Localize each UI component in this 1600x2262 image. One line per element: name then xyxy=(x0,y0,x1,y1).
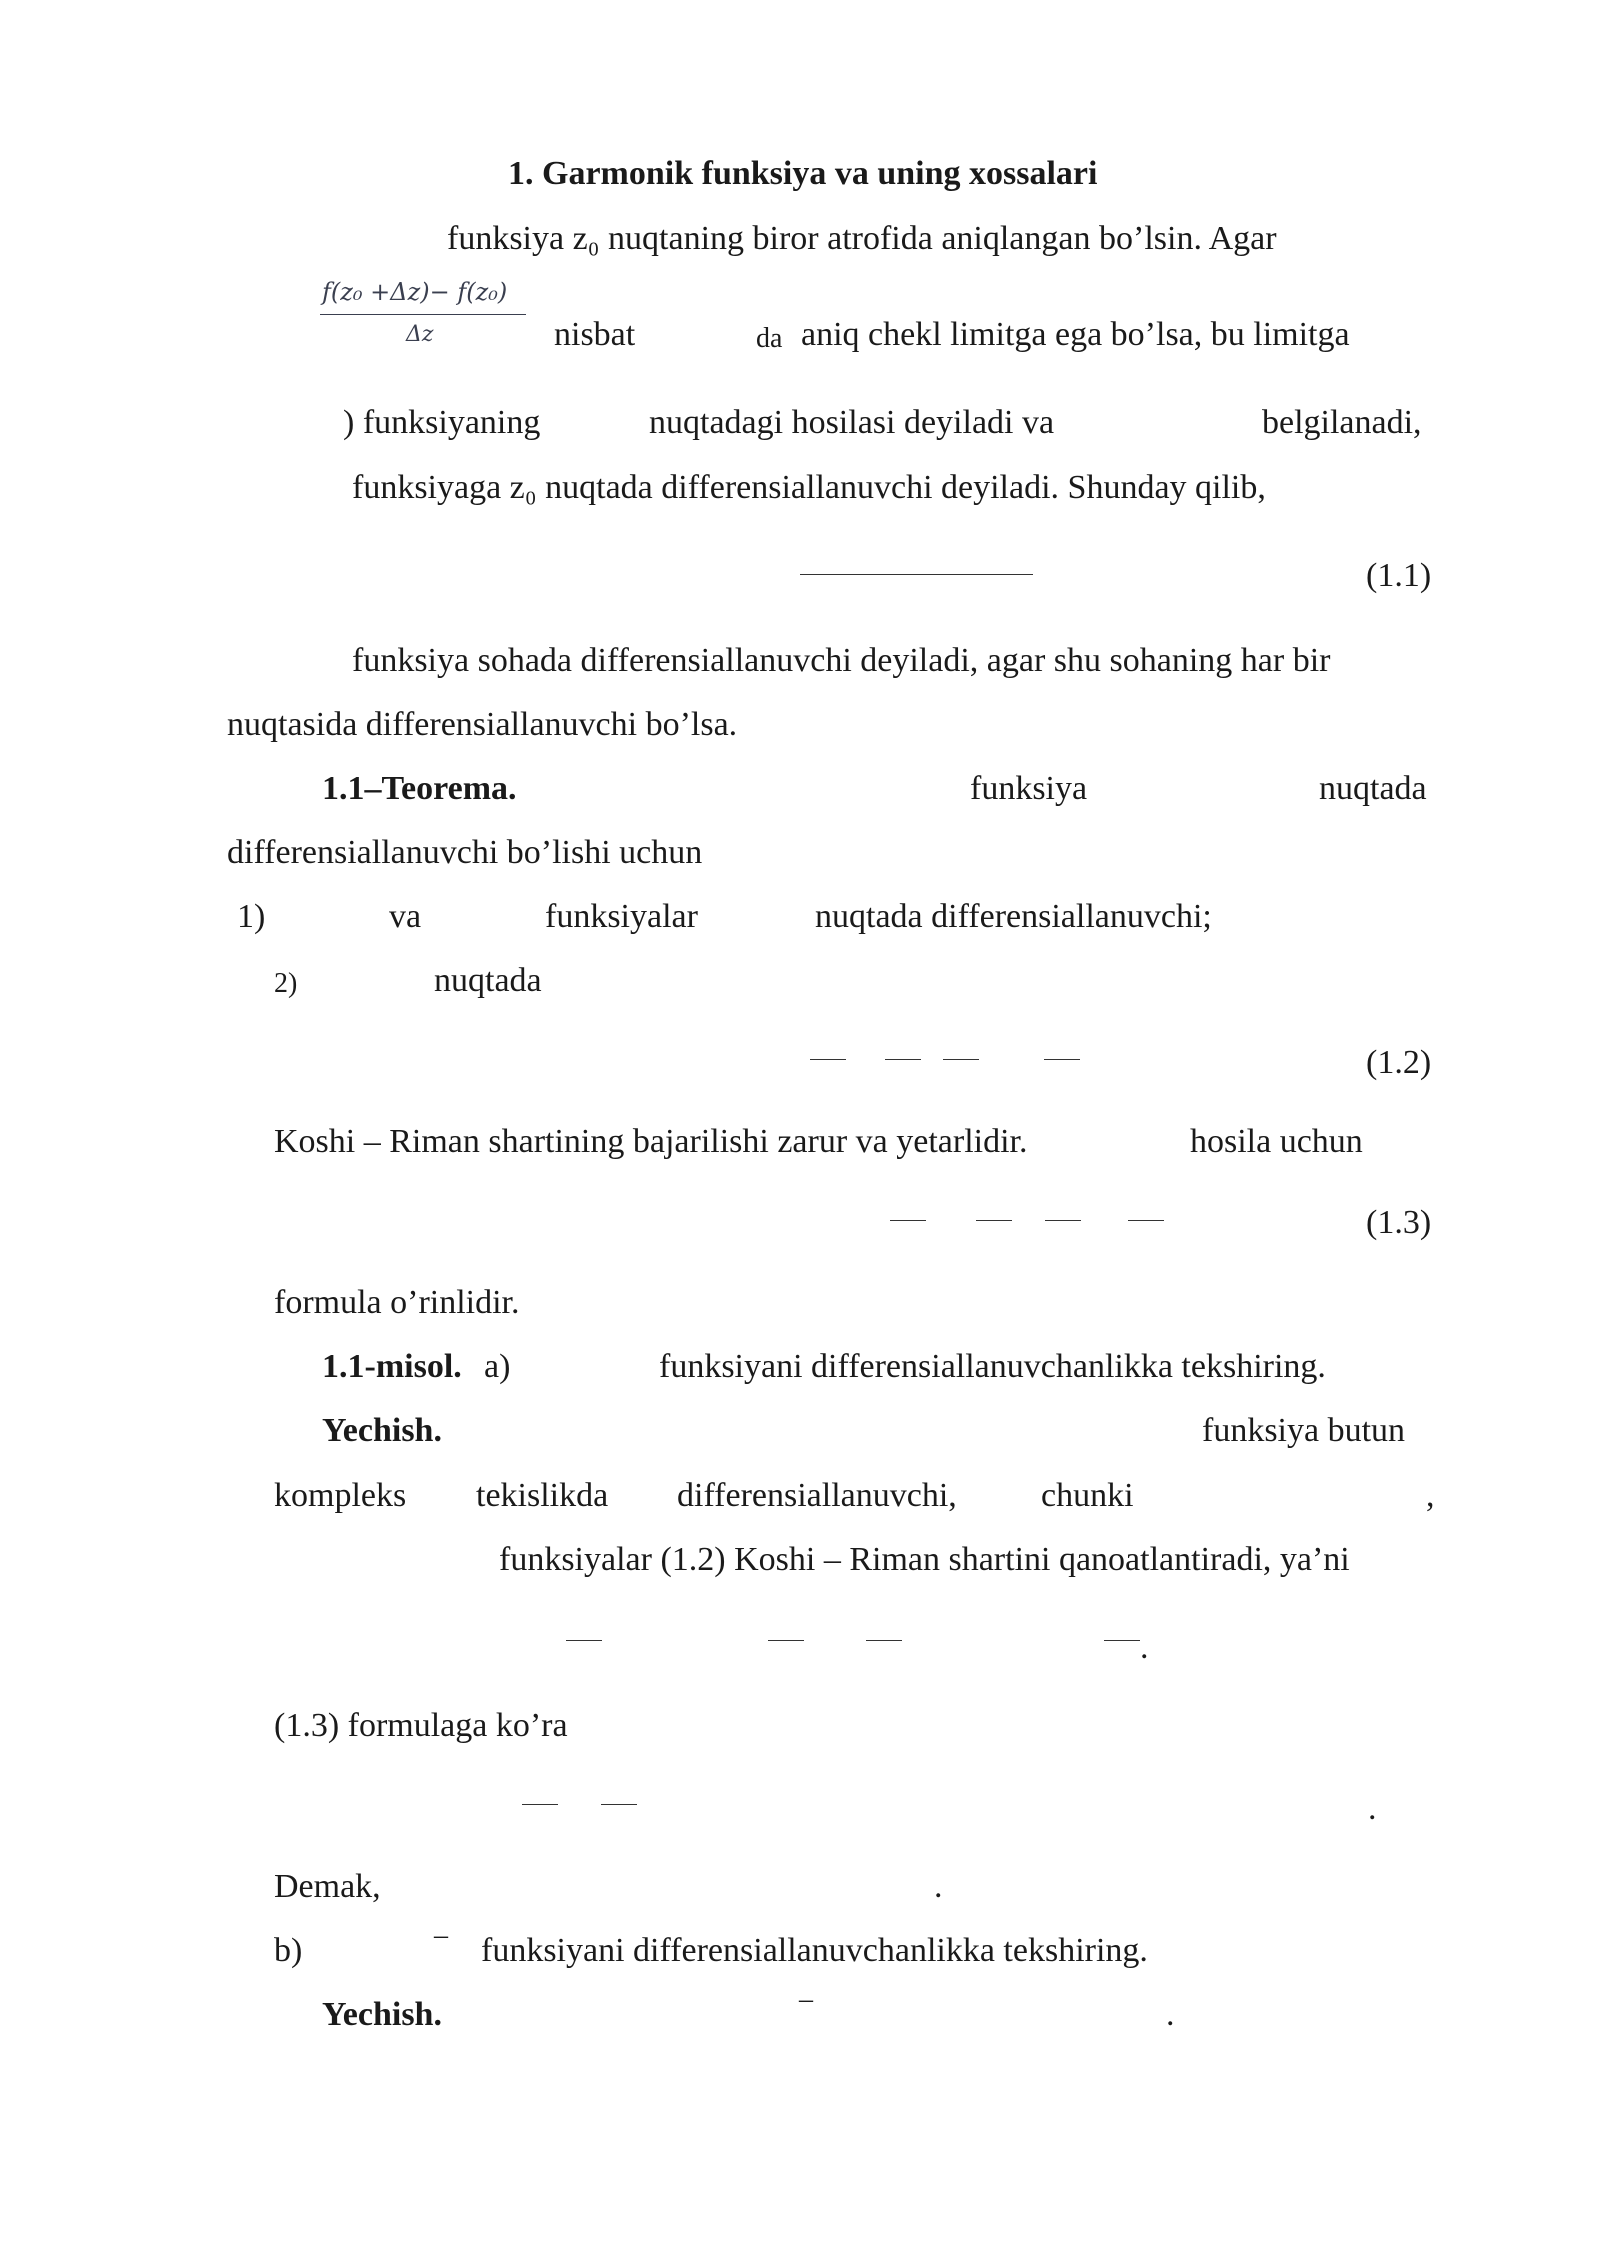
formula-fraction-bar xyxy=(885,1059,921,1060)
text-fragment: funksiyalar xyxy=(545,898,698,935)
text-fragment: belgilanadi, xyxy=(1262,404,1422,441)
text-fragment: nuqtada xyxy=(434,962,542,999)
list-number: 1) xyxy=(237,898,266,935)
text-fragment: va xyxy=(389,898,422,935)
equation-number: (1.1) xyxy=(1366,557,1432,594)
formula-fraction-bar xyxy=(1044,1059,1080,1060)
formula-fraction-bar xyxy=(1104,1640,1140,1641)
solution-label: Yechish. xyxy=(322,1412,442,1449)
fraction-denominator: Δz xyxy=(406,322,434,347)
example-label: 1.1-misol. xyxy=(322,1348,462,1385)
text-fragment: funksiyani differensiallanuvchanlikka tekshiring. xyxy=(481,1932,1148,1969)
text-fragment: hosila uchun xyxy=(1190,1123,1363,1160)
list-letter: a) xyxy=(484,1348,511,1385)
fraction-numerator: f(z₀ +Δz)− f(z₀) xyxy=(322,278,508,306)
formula-fraction-bar xyxy=(1128,1220,1164,1221)
formula-fraction-bar xyxy=(1045,1220,1081,1221)
formula-fraction-bar xyxy=(866,1640,902,1641)
text-line: funksiya z₀ nuqtaning biror atrofida aniqlangan bo’lsin. Agar xyxy=(447,220,1277,257)
punctuation: . xyxy=(934,1868,943,1905)
difference-quotient-formula xyxy=(318,278,528,358)
formula-fraction-bar xyxy=(810,1059,846,1060)
text-fragment: da xyxy=(756,323,783,354)
list-letter: b) xyxy=(274,1932,303,1969)
conjugate-bar: – xyxy=(799,1984,813,2015)
fraction-bar xyxy=(320,314,526,315)
text-line: funksiya sohada differensiallanuvchi deyiladi, agar shu sohaning har bir xyxy=(352,642,1331,679)
text-fragment: funksiyani differensiallanuvchanlikka tekshiring. xyxy=(659,1348,1326,1385)
text-fragment: nisbat xyxy=(554,316,636,353)
text-fragment: nuqtada differensiallanuvchi; xyxy=(815,898,1212,935)
formula-fraction-bar xyxy=(976,1220,1012,1221)
formula-fraction-bar xyxy=(800,574,1033,575)
solution-label: Yechish. xyxy=(322,1996,442,2033)
text-fragment: differensiallanuvchi, xyxy=(677,1477,957,1514)
text-fragment: Demak, xyxy=(274,1868,381,1905)
formula-fraction-bar xyxy=(522,1804,558,1805)
formula-fraction-bar xyxy=(566,1640,602,1641)
punctuation: . xyxy=(1368,1790,1377,1827)
text-fragment: nuqtada xyxy=(1319,770,1427,807)
equation-number: (1.2) xyxy=(1366,1044,1432,1081)
theorem-label: 1.1–Teorema. xyxy=(322,770,517,807)
text-fragment: tekislikda xyxy=(476,1477,609,1514)
text-line: formula o’rinlidir. xyxy=(274,1284,520,1321)
text-fragment: aniq chekl limitga ega bo’lsa, bu limitga xyxy=(801,316,1350,353)
list-number: 2) xyxy=(274,968,298,999)
text-line: nuqtasida differensiallanuvchi bo’lsa. xyxy=(227,706,738,743)
formula-fraction-bar xyxy=(890,1220,926,1221)
punctuation: . xyxy=(1140,1629,1149,1666)
formula-fraction-bar xyxy=(943,1059,979,1060)
text-fragment: kompleks xyxy=(274,1477,407,1514)
text-fragment: funksiya butun xyxy=(1202,1412,1406,1449)
equation-number: (1.3) xyxy=(1366,1204,1432,1241)
formula-fraction-bar xyxy=(601,1804,637,1805)
section-title: 1. Garmonik funksiya va uning xossalari xyxy=(508,155,1098,192)
text-fragment: ) funksiyaning xyxy=(343,404,541,441)
text-fragment: , xyxy=(1426,1477,1435,1514)
text-line: funksiyaga z₀ nuqtada differensiallanuvchi deyiladi. Shunday qilib, xyxy=(352,469,1266,506)
conjugate-bar: – xyxy=(434,1920,448,1951)
text-line: differensiallanuvchi bo’lishi uchun xyxy=(227,834,703,871)
text-line: (1.3) formulaga ko’ra xyxy=(274,1707,568,1744)
punctuation: . xyxy=(1166,1996,1175,2033)
text-fragment: nuqtadagi hosilasi deyiladi va xyxy=(649,404,1055,441)
formula-fraction-bar xyxy=(768,1640,804,1641)
text-line: funksiyalar (1.2) Koshi – Riman shartini qanoatlantiradi, ya’ni xyxy=(499,1541,1350,1578)
text-fragment: Koshi – Riman shartining bajarilishi zarur va yetarlidir. xyxy=(274,1123,1028,1160)
text-fragment: chunki xyxy=(1041,1477,1134,1514)
text-fragment: funksiya xyxy=(970,770,1088,807)
